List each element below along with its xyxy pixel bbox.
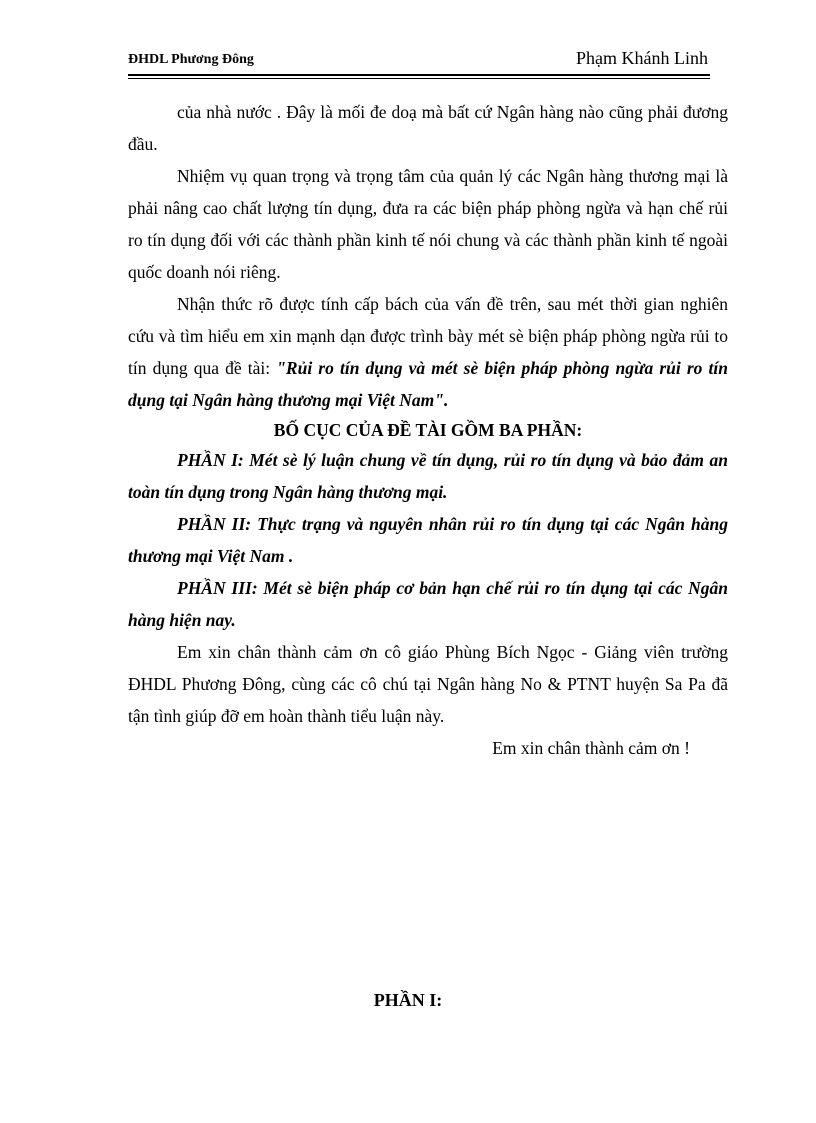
structure-heading: BỐ CỤC CỦA ĐỀ TÀI GỒM BA PHẦN:	[273, 420, 583, 440]
part-3-summary: PHẦN III: Mét sè biện pháp cơ bản hạn chế rủi ro tín dụng tại các Ngân hàng hiện nay.	[128, 578, 728, 630]
part-1-summary: PHẦN I: Mét sè lý luận chung về tín dụng, rủi ro tín dụng và bảo đảm an toàn tín dụng trong Ngân hàng thương mại.	[128, 450, 728, 502]
header-author: Phạm Khánh Linh	[576, 48, 708, 68]
paragraph-2: Nhiệm vụ quan trọng và trọng tâm của quản lý các Ngân hàng thương mại là phải nâng cao chất lượng tín dụng, đưa ra các biện pháp phòng ngừa và hạn chế rủi ro tín dụng đối với các thành phần kinh tế nói chung và các thành phần kinh tế ngoài quốc doanh nói riêng.	[128, 166, 728, 282]
header-rule-thin	[128, 78, 710, 79]
acknowledgement-paragraph: Em xin chân thành cảm ơn cô giáo Phùng Bích Ngọc - Giảng viên trường ĐHDL Phương Đông, cùng các cô chú tại Ngân hàng No & PTNT huyện Sa Pa đã tận tình giúp đỡ em hoàn thành tiểu luận này.	[128, 642, 728, 726]
header-institution: ĐHDL Phương Đông	[128, 52, 254, 67]
next-section-heading: PHẦN I:	[373, 990, 443, 1010]
paragraph-1: của nhà nước . Đây là mối đe doạ mà bất cứ Ngân hàng nào cũng phải đương đầu.	[128, 102, 728, 154]
header-rule	[128, 74, 710, 76]
closing-line: Em xin chân thành cảm ơn !	[492, 738, 690, 758]
part-2-summary: PHẦN II: Thực trạng và nguyên nhân rủi ro tín dụng tại các Ngân hàng thương mại Việt Nam .	[128, 514, 728, 566]
paragraph-3-text: Nhận thức rõ được tính cấp bách của vấn đề trên, sau mét thời gian nghiên cứu và tìm hiểu em xin mạnh dạn được trình bày mét sè biện pháp phòng ngừa rủi to tín dụng qua đề tài:	[128, 294, 728, 378]
paragraph-3	[128, 288, 728, 416]
page-header	[128, 48, 708, 72]
thesis-title: "Rủi ro tín dụng và mét sè biện pháp phòng ngừa rủi ro tín dụng tại Ngân hàng thương mại Việt Nam".	[128, 358, 728, 410]
document-body	[128, 96, 728, 764]
